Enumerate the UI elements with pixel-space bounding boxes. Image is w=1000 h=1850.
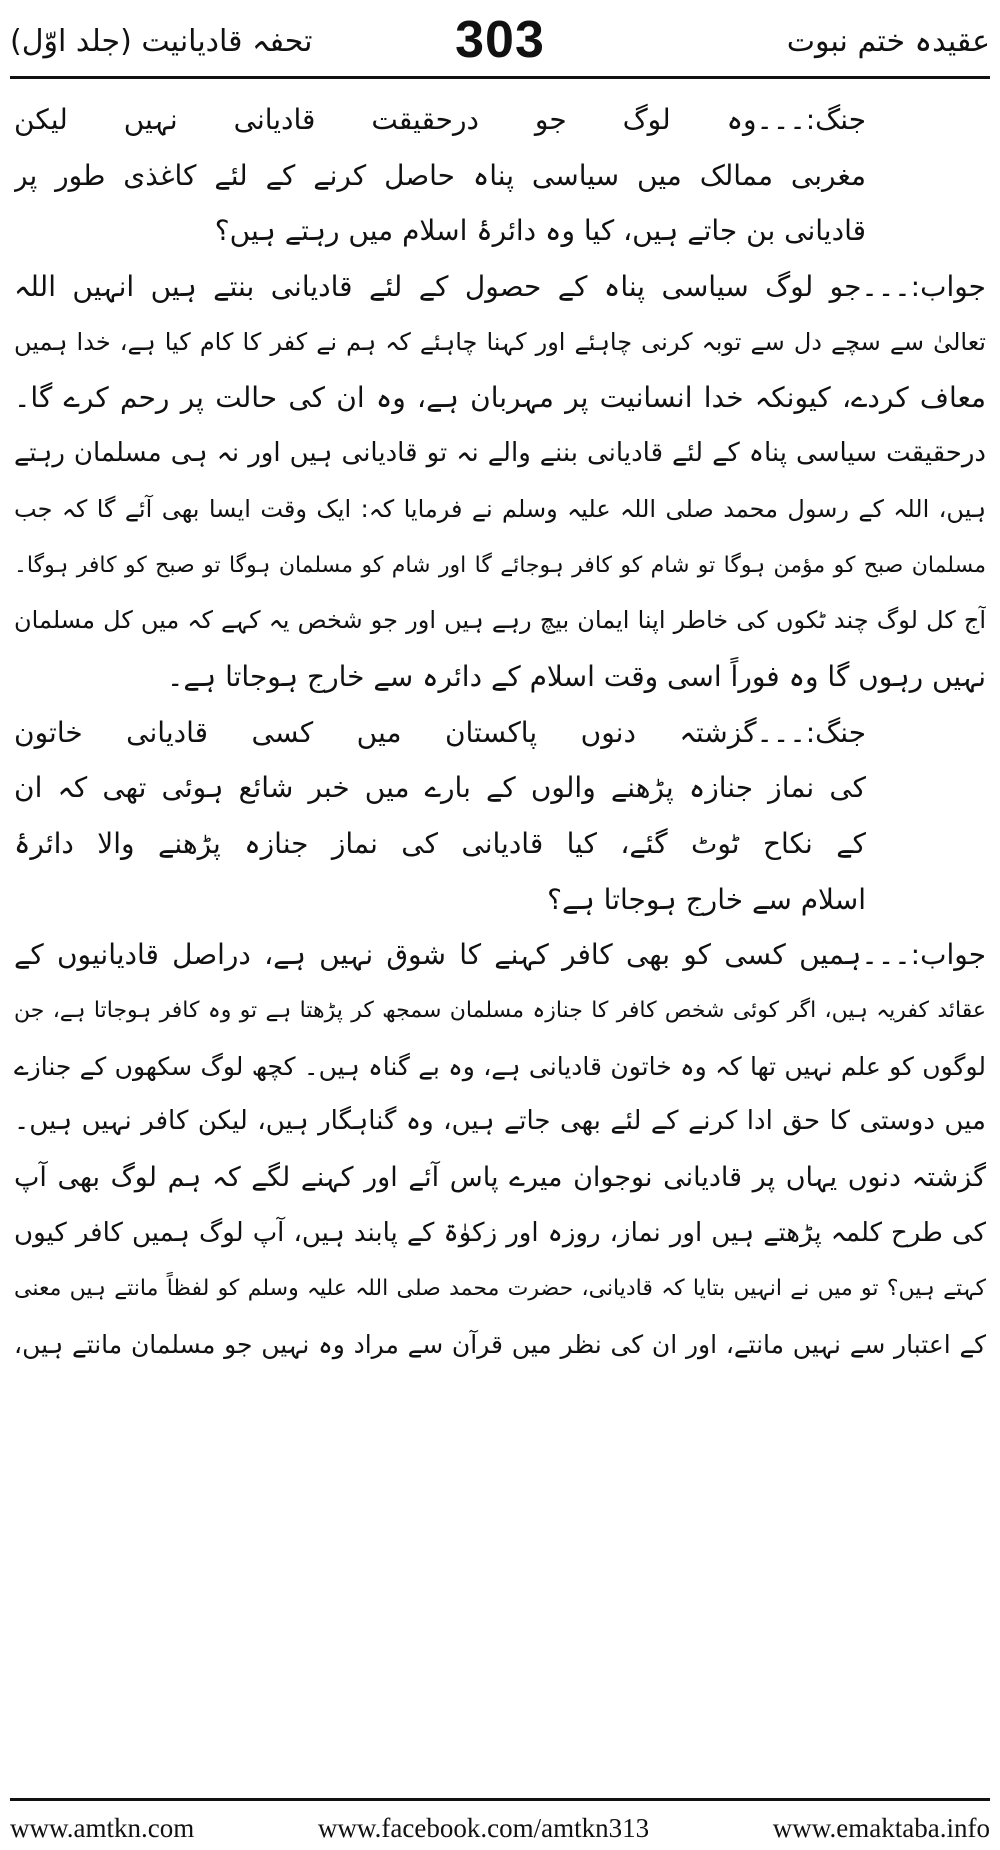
footer-link-emaktaba[interactable]: www.emaktaba.info <box>772 1812 990 1843</box>
book-title: تحفہ قادیانیت (جلد اوّل) <box>10 24 313 59</box>
text-line: جواب:۔۔۔ہمیں کسی کو بھی کافر کہنے کا شوق نہیں ہے، دراصل قادیانیوں کے <box>14 938 986 972</box>
text-line: جواب:۔۔۔جو لوگ سیاسی پناہ کے حصول کے لئے قادیانی بنتے ہیں انہیں اللہ <box>14 270 986 304</box>
text-line: معاف کردے، کیونکہ خدا انسانیت پر مہربان ہے، وہ ان کی حالت پر رحم کرے گا۔ <box>14 381 986 415</box>
text-line: عقائد کفریہ ہیں، اگر کوئی شخص کافر کا جنازہ مسلمان سمجھ کر پڑھتا ہے تو وہ کافر ہوجاتا ہے، جن <box>14 998 986 1023</box>
section-title: عقیدہ ختم نبوت <box>786 24 990 59</box>
text-line: نہیں رہوں گا وہ فوراً اسی وقت اسلام کے دائرہ سے خارج ہوجاتا ہے۔ <box>166 659 986 693</box>
footer-divider <box>10 1798 990 1801</box>
text-line: کی نماز جنازہ پڑھنے والوں کے بارے میں خبر شائع ہوئی تھی کہ ان <box>14 771 866 805</box>
text-line: جنگ:۔۔۔گزشتہ دنوں پاکستان میں کسی قادیانی خاتون <box>14 715 866 749</box>
text-line: مغربی ممالک میں سیاسی پناہ حاصل کرنے کے لئے کاغذی طور پر <box>14 158 866 192</box>
text-line: تعالیٰ سے سچے دل سے توبہ کرنی چاہئے اور کہنا چاہئے کہ ہم نے کفر کا کام کیا ہے، خدا ہمیں <box>14 327 986 356</box>
text-line: جنگ:۔۔۔وہ لوگ جو درحقیقت قادیانی نہیں لیکن <box>14 103 866 136</box>
text-line: گزشتہ دنوں یہاں پر قادیانی نوجوان میرے پاس آئے اور کہنے لگے کہ ہم لوگ بھی آپ <box>14 1162 986 1194</box>
page-header <box>10 10 990 68</box>
footer-link-amtkn[interactable]: www.amtkn.com <box>10 1812 195 1843</box>
page-number: 303 <box>455 11 545 69</box>
page-footer <box>10 1810 990 1846</box>
text-line: لوگوں کو علم نہیں تھا کہ وہ خاتون قادیانی ہے، وہ بے گناہ ہیں۔ کچھ لوگ سکھوں کے جنازے <box>14 1051 986 1081</box>
text-line: آج کل لوگ چند ٹکوں کی خاطر اپنا ایمان بیچ رہے ہیں اور جو شخص یہ کہے کہ میں کل مسلمان <box>14 606 986 635</box>
footer-link-facebook[interactable]: www.facebook.com/amtkn313 <box>317 1812 650 1843</box>
text-line: کہتے ہیں؟ تو میں نے انہیں بتایا کہ قادیانی، حضرت محمد صلی اللہ علیہ وسلم کو لفظاً مانتے ہیں معنی <box>14 1276 986 1302</box>
header-divider <box>10 76 990 79</box>
text-line: مسلمان صبح کو مؤمن ہوگا تو شام کو کافر ہوجائے گا اور شام کو مسلمان ہوگا تو صبح کو کافر ہوگا۔ <box>14 552 986 578</box>
page-body <box>14 92 986 1373</box>
text-line: ہیں، اللہ کے رسول محمد صلی اللہ علیہ وسلم نے فرمایا کہ: ایک وقت ایسا بھی آئے گا کہ جب <box>14 494 986 523</box>
text-line: کی طرح کلمہ پڑھتے ہیں اور نماز، روزہ اور زکوٰۃ کے پابند ہیں، آپ لوگ ہمیں کافر کیوں <box>14 1217 986 1248</box>
text-line: قادیانی بن جاتے ہیں، کیا وہ دائرۂ اسلام میں رہتے ہیں؟ <box>214 214 866 248</box>
text-line: درحقیقت سیاسی پناہ کے لئے قادیانی بننے والے نہ تو قادیانی ہیں اور نہ ہی مسلمان رہتے <box>14 438 986 469</box>
text-line: کے نکاح ٹوٹ گئے، کیا قادیانی کی نماز جنازہ پڑھنے والا دائرۂ <box>14 826 866 860</box>
text-line: کے اعتبار سے نہیں مانتے، اور ان کی نظر میں قرآن سے مراد وہ نہیں جو مسلمان مانتے ہیں، <box>14 1330 986 1360</box>
text-line: میں دوستی کا حق ادا کرنے کے لئے بھی جاتے ہیں، وہ گناہگار ہیں، لیکن کافر نہیں ہیں۔ <box>14 1106 986 1137</box>
text-line: اسلام سے خارج ہوجاتا ہے؟ <box>547 882 866 916</box>
